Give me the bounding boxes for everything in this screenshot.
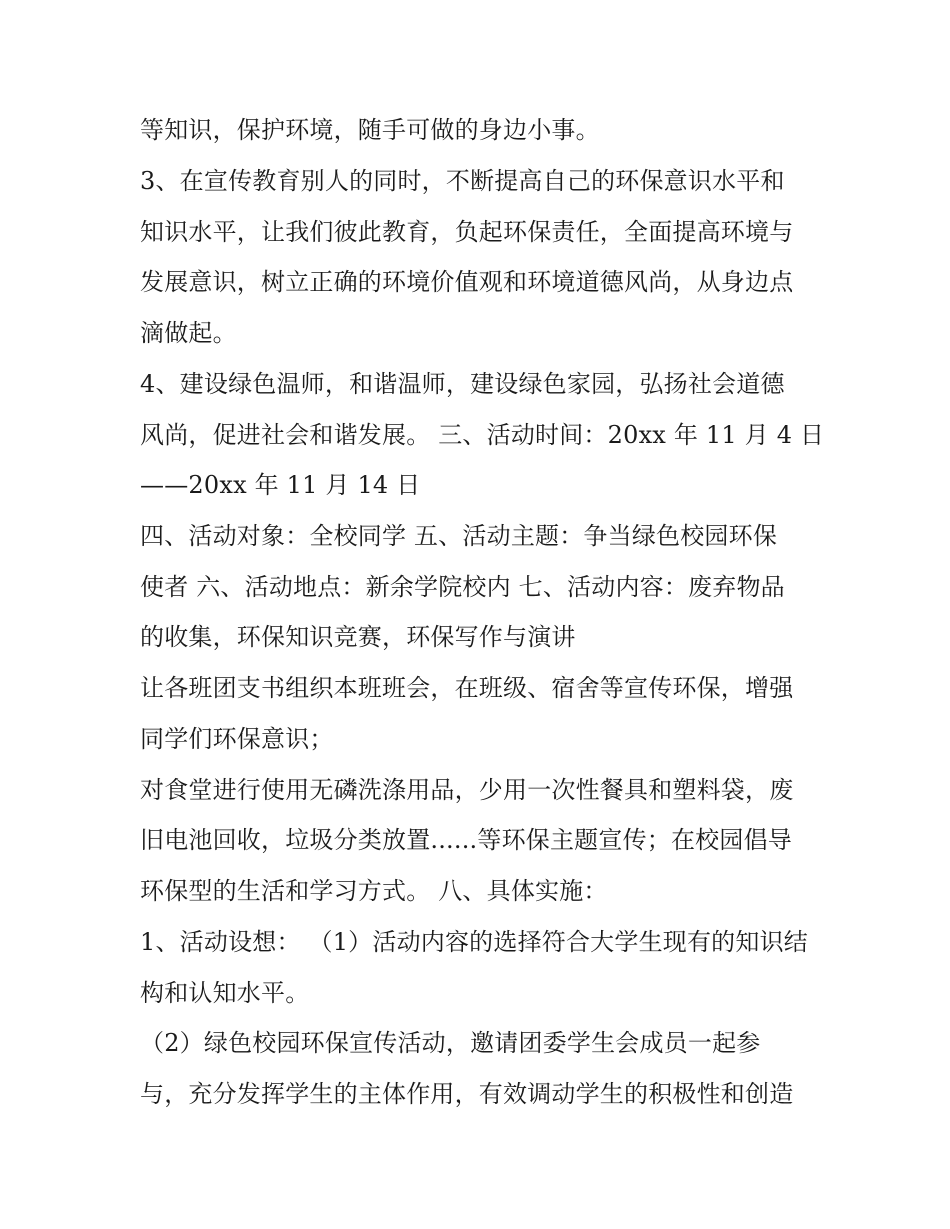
text-line: 风尚，促进社会和谐发展。 三、活动时间：20xx 年 11 月 4 日 [140,421,825,449]
text-line: 的收集，环保知识竞赛，环保写作与演讲 [140,623,576,651]
text-line: 1、活动设想： （1）活动内容的选择符合大学生现有的知识结 [140,928,808,956]
text-line: 知识水平，让我们彼此教育，负起环保责任，全面提高环境与 [140,218,794,246]
text-line: 构和认知水平。 [140,979,310,1007]
text-line: 同学们环保意识； [140,725,334,753]
text-line: 3、在宣传教育别人的同时，不断提高自己的环保意识水平和 [140,167,785,195]
text-line: 四、活动对象：全校同学 五、活动主题：争当绿色校园环保 [140,522,778,550]
text-line: 使者 六、活动地点：新余学院校内 七、活动内容：废弃物品 [140,573,785,601]
text-line: 与，充分发挥学生的主体作用，有效调动学生的积极性和创造 [140,1080,794,1108]
text-line: 等知识，保护环境，随手可做的身边小事。 [140,116,600,144]
text-line: 环保型的生活和学习方式。 八、具体实施： [140,877,608,905]
text-line: 对食堂进行使用无磷洗涤用品，少用一次性餐具和塑料袋，废 [140,776,794,804]
text-line: 让各班团支书组织本班班会，在班级、宿舍等宣传环保，增强 [140,674,794,702]
text-line: ——20xx 年 11 月 14 日 [140,471,421,499]
text-line: 4、建设绿色温师，和谐温师，建设绿色家园，弘扬社会道德 [140,370,785,398]
text-line: 发展意识，树立正确的环境价值观和环境道德风尚，从身边点 [140,268,794,296]
text-line: 滴做起。 [140,319,237,347]
text-line: （2）绿色校园环保宣传活动，邀请团委学生会成员一起参 [140,1029,761,1057]
text-line: 旧电池回收，垃圾分类放置......等环保主题宣传；在校园倡导 [140,826,792,854]
